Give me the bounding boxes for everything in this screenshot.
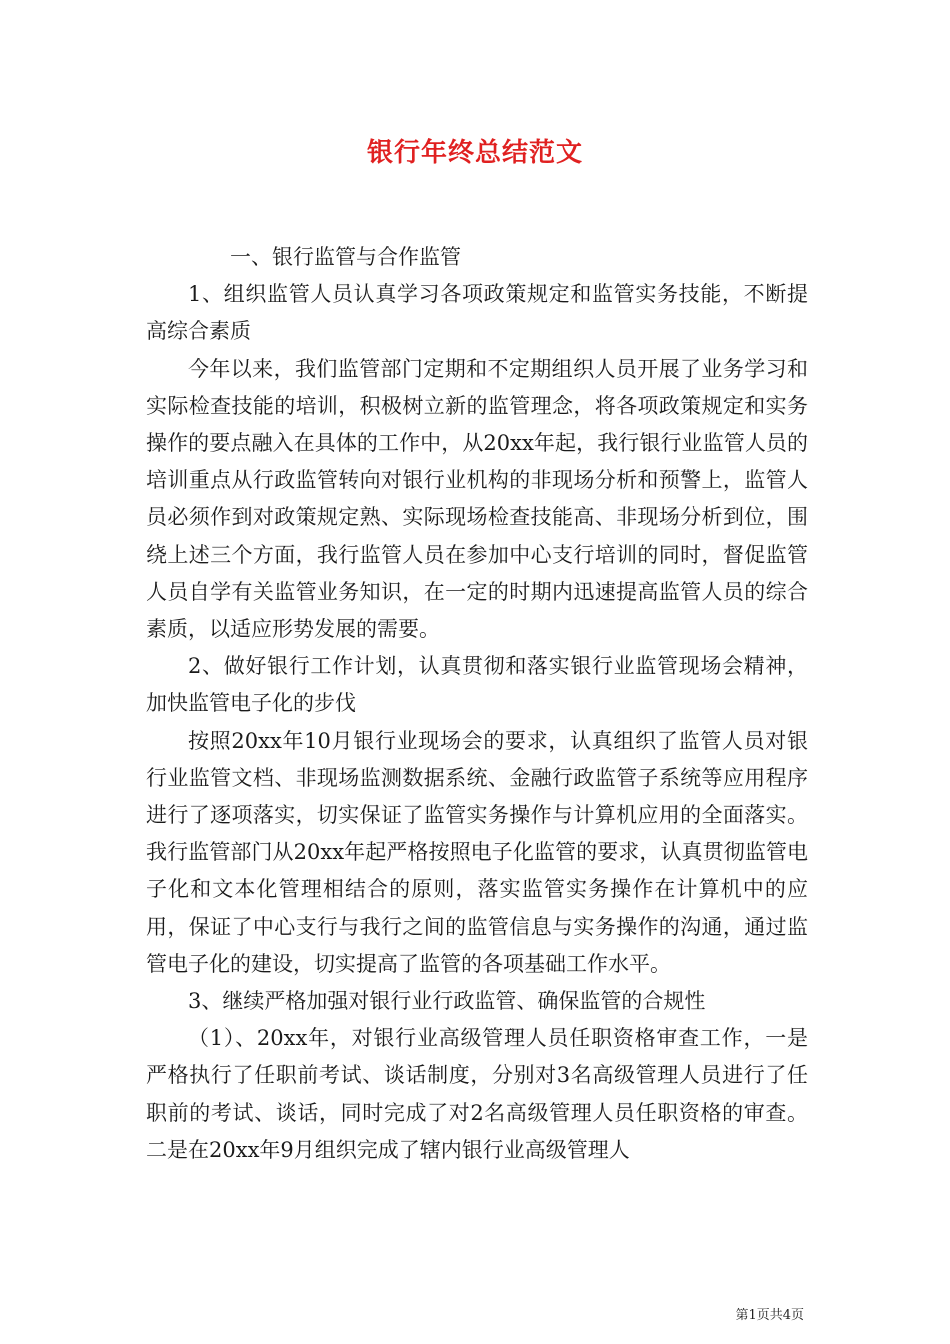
paragraph: 按照20xx年10月银行业现场会的要求，认真组织了监管人员对银行业监管文档、非现场监测数据系统、金融行政监管子系统等应用程序进行了逐项落实，切实保证了监管实务操作与计算机应用的全面落实。我行监管部门从20xx年起严格按照电子化监管的要求，认真贯彻监管电子化和文本化管理相结合的原则，落实监管实务操作在计算机中的应用，保证了中心支行与我行之间的监管信息与实务操作的沟通，通过监管电子化的建设，切实提高了监管的各项基础工作水平。 bbox=[146, 728, 808, 976]
paragraph: 3、继续严格加强对银行业行政监管、确保监管的合规性 bbox=[188, 989, 706, 1014]
document-title: 银行年终总结范文 bbox=[366, 138, 583, 168]
section-heading: 一、银行监管与合作监管 bbox=[230, 245, 461, 269]
paragraph: （1）、20xx年，对银行业高级管理人员任职资格审查工作，一是严格执行了任职前考试、谈话制度，分别对3名高级管理人员进行了任职前的考试、谈话，同时完成了对2名高级管理人员任职资格的审查。二是在20xx年9月组织完成了辖内银行业高级管理人 bbox=[146, 1026, 808, 1162]
page-number: 第1页共4页 bbox=[735, 1308, 804, 1323]
document-body bbox=[146, 239, 808, 1169]
paragraph: 今年以来，我们监管部门定期和不定期组织人员开展了业务学习和实际检查技能的培训，积极树立新的监管理念，将各项政策规定和实务操作的要点融入在具体的工作中，从20xx年起，我行银行业监管人员的培训重点从行政监管转向对银行业机构的非现场分析和预警上，监管人员必须作到对政策规定熟、实际现场检查技能高、非现场分析到位，围绕上述三个方面，我行监管人员在参加中心支行培训的同时，督促监管人员自学有关监管业务知识，在一定的时期内迅速提高监管人员的综合素质，以适应形势发展的需要。 bbox=[146, 356, 808, 642]
paragraph: 1、组织监管人员认真学习各项政策规定和监管实务技能，不断提高综合素质 bbox=[146, 282, 808, 344]
paragraph: 2、做好银行工作计划，认真贯彻和落实银行业监管现场会精神，加快监管电子化的步伐 bbox=[146, 654, 808, 716]
